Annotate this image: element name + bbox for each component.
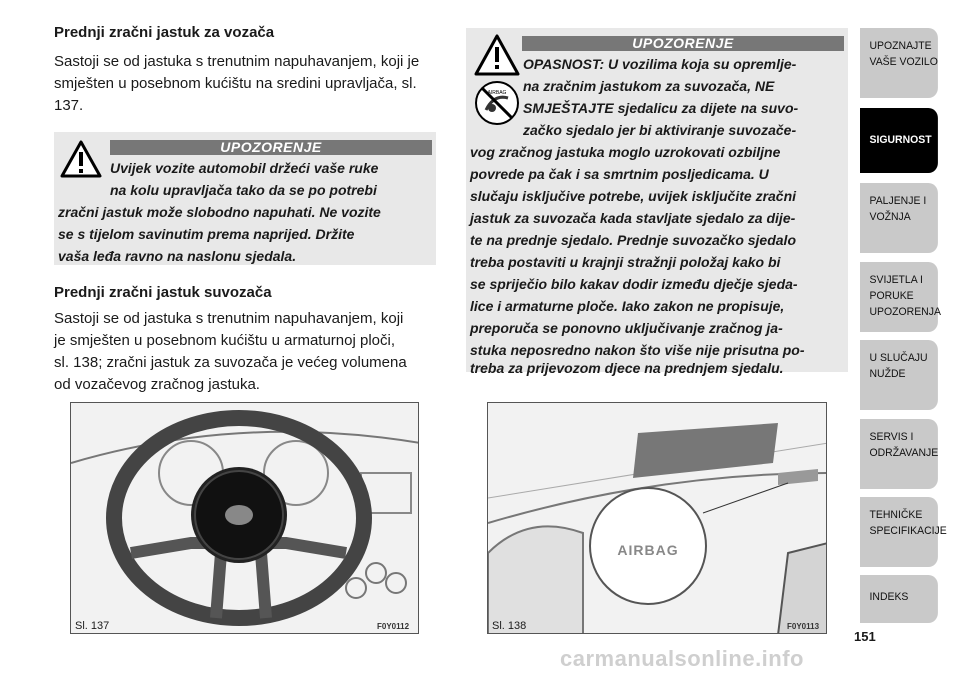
tab-label: PALJENJE I [869, 195, 927, 207]
warning-line: SMJEŠTAJTE sjedalicu za dijete na suvo- [523, 100, 799, 116]
warning-line: OPASNOST: U vozilima koja su opremlje- [523, 56, 797, 72]
tab-label: VOŽNJA [869, 211, 911, 223]
figure-138-code: F0Y0113 [787, 622, 820, 631]
warning-line: jastuk za suvozača kada stavljate sjedalo za dije- [470, 210, 796, 226]
driver-airbag-text [54, 51, 419, 117]
no-child-seat-airbag-icon [474, 80, 520, 126]
warning-line: na zračnim jastukom za suvozača, NE [523, 78, 775, 94]
passenger-airbag-text [54, 308, 407, 396]
text-line: smješten u posebnom kućištu na sredini upravljača, sl. [54, 75, 417, 92]
tab-label: TEHNIČKE [869, 509, 923, 521]
icon-label: AIRBAG [487, 90, 507, 96]
airbag-label: AIRBAG [617, 542, 679, 558]
warning-line: slučaju isključive potrebe, uvijek isključite zračni [470, 188, 797, 204]
warning-line: se spriječio bilo kakav dodir između dječje sjeda- [470, 276, 798, 292]
figure-138-caption: Sl. 138 [492, 620, 527, 632]
watermark: carmanualsonline.info [560, 646, 804, 671]
page-number: 151 [854, 629, 876, 644]
warning-line: preporuča se ponovno uključivanje zračnog ja- [470, 320, 783, 336]
passenger-airbag-heading: Prednji zračni jastuk suvozača [54, 284, 272, 301]
text-line: je smješten u posebnom kućištu u armaturnoj ploči, [54, 332, 396, 349]
steering-wheel-illustration [71, 403, 419, 634]
tab-sigurnost[interactable] [860, 108, 938, 173]
passenger-warning-box [466, 28, 848, 376]
tab-label: INDEKS [869, 591, 909, 603]
tab-tehnicke[interactable] [860, 497, 947, 567]
figure-137-caption: Sl. 137 [75, 620, 110, 632]
warning-line: na kolu upravljača tako da se po potrebi [110, 182, 377, 198]
tab-label: VAŠE VOZILO [869, 56, 938, 68]
tab-svjetla[interactable] [860, 262, 941, 332]
warning-line: te na prednje sjedalo. Prednje suvozačko sjedalo [470, 232, 796, 248]
warning-triangle-icon [474, 34, 520, 76]
warning-line: stuka neposredno nakon što više nije prisutna po- [470, 342, 805, 358]
tab-label: SPECIFIKACIJE [869, 525, 947, 537]
figure-dashboard-airbag [487, 402, 827, 634]
dashboard-illustration [488, 403, 827, 634]
warning-line: lice i armaturne ploče. Iako zakon ne propisuje, [470, 298, 785, 314]
tab-label: SVIJETLA I PORUKE [869, 274, 923, 302]
text-line: Sastoji se od jastuka s trenutnim napuhavanjem, koji [54, 310, 404, 327]
warning-title: UPOZORENJE [522, 36, 844, 51]
tab-indeks[interactable] [860, 575, 938, 623]
warning-line: Uvijek vozite automobil držeći vaše ruke [110, 160, 379, 176]
tab-servis[interactable] [860, 419, 938, 489]
text-line: 137. [54, 97, 84, 114]
warning-triangle-icon [60, 140, 102, 178]
tab-upoznajte[interactable] [860, 28, 938, 98]
warning-line: zračni jastuk može slobodno napuhati. Ne vozite [58, 204, 381, 220]
tab-label: SIGURNOST [869, 134, 932, 146]
tab-label: U SLUČAJU [869, 352, 928, 364]
tab-label: NUŽDE [869, 368, 906, 380]
tab-paljenje[interactable] [860, 183, 938, 253]
driver-warning-box [54, 132, 436, 265]
figure-137-code: F0Y0112 [377, 622, 410, 631]
tab-label: ODRŽAVANJE [869, 447, 939, 459]
warning-line: treba postaviti u krajnji stražnji položaj kako bi [470, 254, 781, 270]
warning-line: se s tijelom savinutim prema naprijed. Držite [58, 226, 355, 242]
tab-label: SERVIS I [869, 431, 914, 443]
warning-line: začko sjedalo jer bi aktiviranje suvozače- [523, 122, 797, 138]
warning-line: vaša leđa ravno na naslonu sjedala. [58, 248, 297, 264]
driver-airbag-heading: Prednji zračni jastuk za vozača [54, 24, 275, 41]
text-line: Sastoji se od jastuka s trenutnim napuhavanjem, koji je [54, 53, 420, 70]
warning-line: vog zračnog jastuka moglo uzrokovati ozbiljne [470, 144, 781, 160]
figure-steering-wheel [70, 402, 419, 634]
tab-label: UPOZORENJA [869, 306, 941, 318]
warning-title: UPOZORENJE [110, 140, 432, 155]
tab-label: UPOZNAJTE [869, 40, 932, 52]
warning-line: treba za prijevozom djece na prednjem sjedalu. [470, 360, 784, 376]
warning-line: povrede pa čak i sa smrtnim posljedicama. U [470, 166, 769, 182]
tab-u-slucaju[interactable] [860, 340, 938, 410]
text-line: od vozačevog zračnog jastuka. [54, 376, 260, 393]
text-line: sl. 138; zračni jastuk za suvozača je većeg volumena [54, 354, 407, 371]
